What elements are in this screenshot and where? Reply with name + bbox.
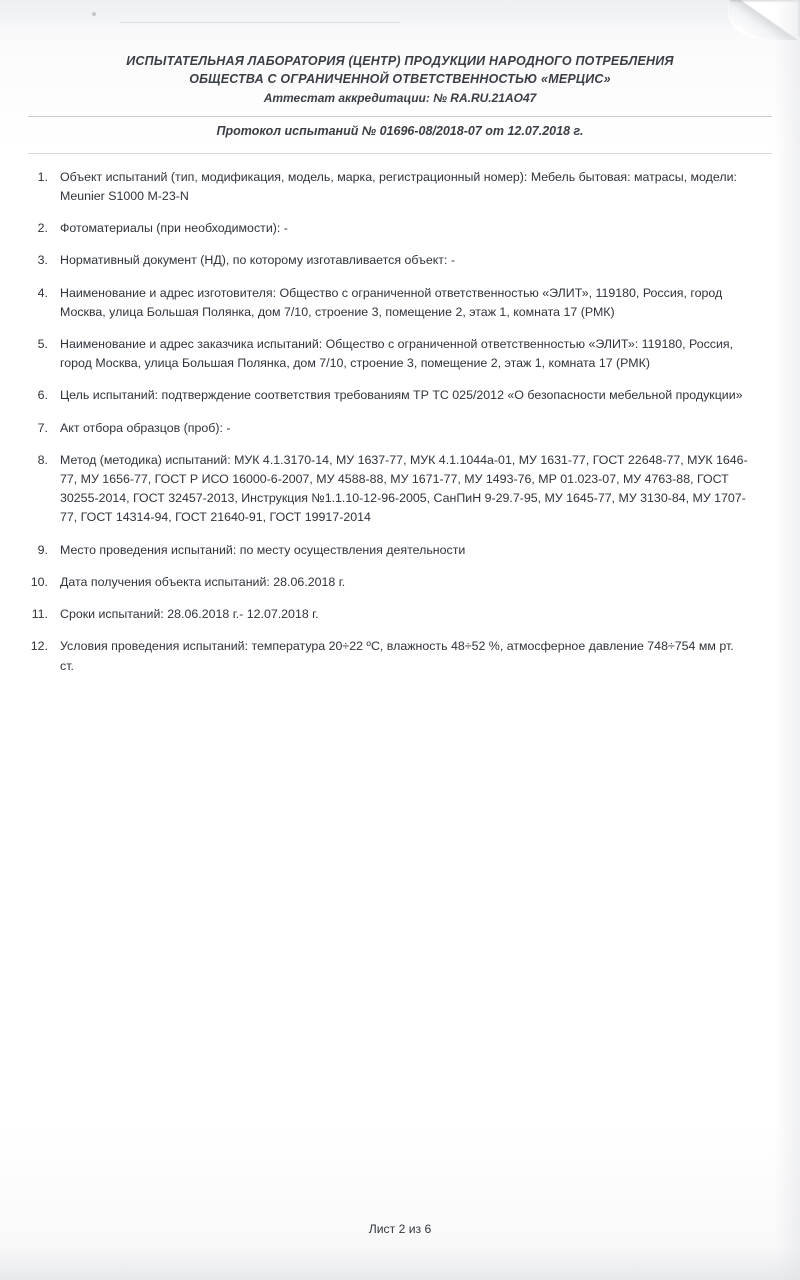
list-item-number: 4. [37, 285, 48, 300]
list-item-number: 6. [37, 388, 48, 403]
list-item-text: Наименование и адрес изготовителя: Общество с ограниченной ответственностью «ЭЛИТ», 119180, Россия, город Москва, улица Большая Полянка, дом 7/10, строение 3, помещение 2, этаж 1, комната 17 (РМК) [60, 285, 723, 319]
list-item-text: Акт отбора образцов (проб): - [60, 420, 231, 435]
list-item-text: Нормативный документ (НД), по которому изготавливается объект: - [60, 253, 455, 268]
list-item [18, 451, 748, 528]
list-item [18, 605, 748, 624]
list-item [18, 386, 748, 405]
list-item [18, 284, 748, 322]
document-header [60, 52, 740, 108]
list-item-number: 1. [37, 169, 48, 184]
list-item [18, 168, 748, 206]
list-item-number: 7. [37, 420, 48, 435]
list-item [18, 573, 748, 592]
list-item-text: Объект испытаний (тип, модификация, модель, марка, регистрационный номер): Мебель бытовая: матрасы, модели: Meunier S1000 M-23-N [60, 169, 737, 203]
list-item-number: 2. [37, 221, 48, 236]
list-item-number: 12. [30, 639, 48, 654]
list-item [18, 335, 748, 373]
list-item-text: Дата получения объекта испытаний: 28.06.2018 г. [60, 574, 346, 589]
list-item-number: 8. [37, 452, 48, 467]
list-item-text: Фотоматериалы (при необходимости): - [60, 221, 288, 236]
list-item-number: 10. [30, 574, 48, 589]
list-item-text: Наименование и адрес заказчика испытаний: Общество с ограниченной ответственностью «ЭЛИТ»: 119180, Россия, город Москва, улица Большая Полянка, дом 7/10, строение 3, помещение 2, этаж 1, комната 17 (РМК) [60, 336, 734, 371]
list-item-text: Условия проведения испытаний: температура 20÷22 ºС, влажность 48÷52 %, атмосферное давление 748÷754 мм рт. ст. [60, 639, 734, 673]
list-item-text: Сроки испытаний: 28.06.2018 г.- 12.07.2018 г. [60, 607, 319, 622]
page-footer: Лист 2 из 6 [368, 1222, 432, 1236]
list-item-number: 5. [37, 336, 48, 351]
list-item [18, 419, 748, 438]
protocol-title: Протокол испытаний № 01696-08/2018-07 от 12.07.2018 г. [216, 123, 584, 138]
list-item [18, 541, 748, 560]
scan-shading-bottom [0, 1246, 800, 1280]
list-item-text: Место проведения испытаний: по месту осуществления деятельности [60, 542, 466, 557]
header-line-1: ИСПЫТАТЕЛЬНАЯ ЛАБОРАТОРИЯ (ЦЕНТР) ПРОДУКЦИИ НАРОДНОГО ПОТРЕБЛЕНИЯ [126, 54, 674, 68]
header-divider-bottom [28, 153, 772, 154]
header-line-2: ОБЩЕСТВА С ОГРАНИЧЕННОЙ ОТВЕТСТВЕННОСТЬЮ «МЕРЦИС» [189, 72, 611, 87]
list-item [18, 251, 748, 270]
accreditation-certificate: Аттестат аккредитации: № RA.RU.21AO47 [263, 91, 537, 106]
list-item-text: Цель испытаний: подтверждение соответствия требованиям ТР ТС 025/2012 «О безопасности мебельной продукции» [60, 388, 743, 403]
list-item-number: 3. [37, 253, 48, 268]
list-item-text: Метод (методика) испытаний: МУК 4.1.3170-14, МУ 1637-77, МУК 4.1.1044а-01, МУ 1631-77, ГОСТ 22648-77, МУК 1646-77, МУ 1656-77, ГОСТ Р ИСО 16000-6-2007, МУ 4588-88, МУ 1671-77, МУ 1493-76, МР 01.023-07, МУ 4763-88, ГОСТ 30255-2014, ГОСТ 32457-2013, Инструкция №1.1.10-12-96-2005, СанПиН 9-29.7-95, МУ 1645-77, МУ 3130-84, МУ 1707-77, ГОСТ 14314-94, ГОСТ 21640-91, ГОСТ 19917-2014 [60, 452, 748, 525]
list-item [18, 637, 748, 675]
clause-list [0, 168, 800, 676]
list-item-number: 11. [31, 607, 48, 622]
list-item [18, 219, 748, 238]
list-item-number: 9. [37, 542, 48, 557]
